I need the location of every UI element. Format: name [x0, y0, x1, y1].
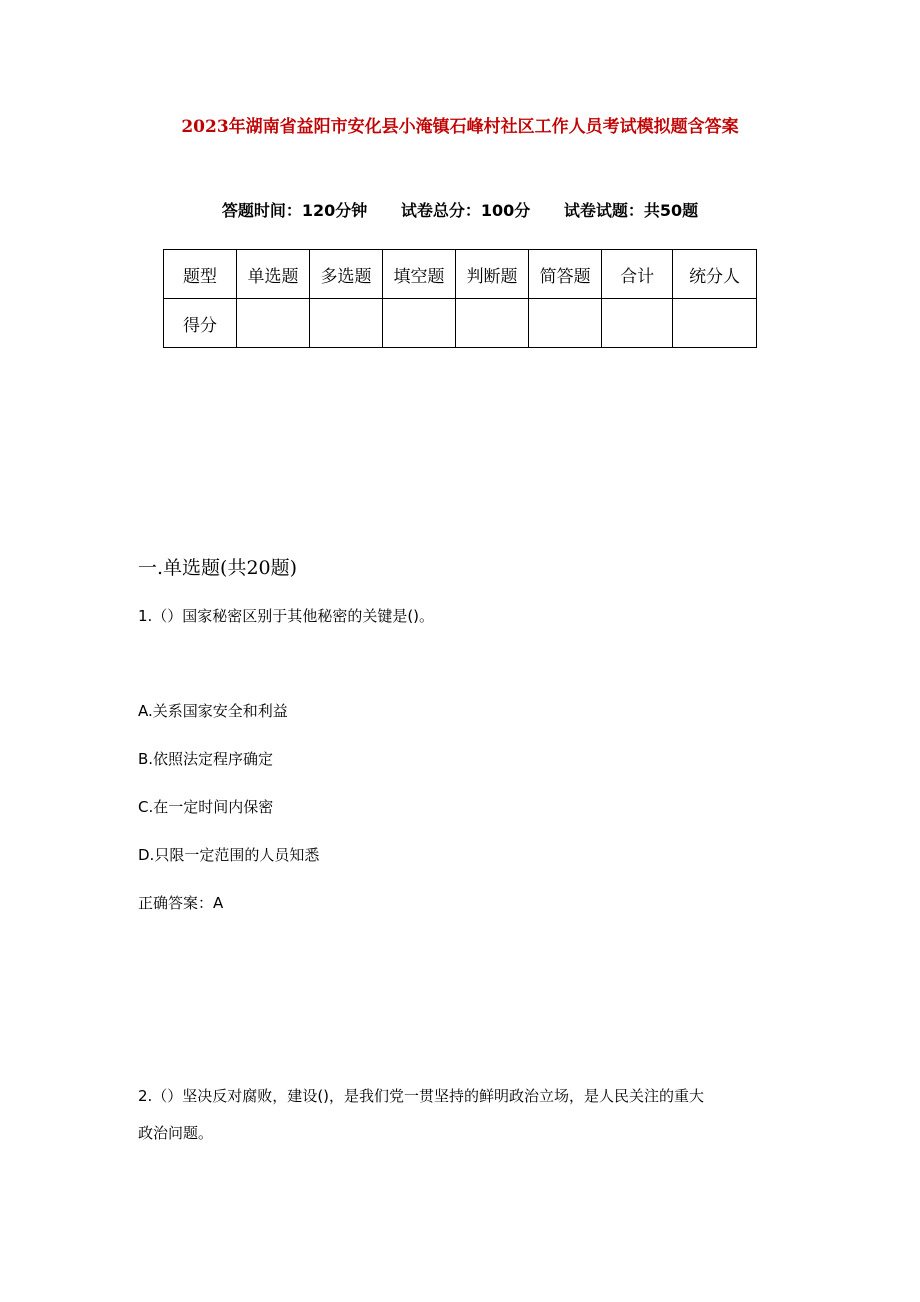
- score-cell-total: [602, 299, 673, 348]
- document-title: 2023年湖南省益阳市安化县小淹镇石峰村社区工作人员考试模拟题含答案: [181, 117, 739, 137]
- score-cell-judge: [456, 299, 529, 348]
- score-cell-multiple: [310, 299, 383, 348]
- question-2-stem-line-1: 2.（）坚决反对腐败，建设()，是我们党一贯坚持的鲜明政治立场，是人民关注的重大: [138, 1087, 705, 1105]
- score-header-cell: 简答题: [529, 250, 602, 299]
- score-header-cell: 单选题: [237, 250, 310, 299]
- exam-question-count: 试卷试题：共50题: [563, 201, 699, 220]
- question-1-answer: 正确答案：A: [138, 894, 224, 912]
- section-heading: 一.单选题(共20题): [138, 557, 298, 579]
- score-table: [163, 249, 757, 348]
- score-cell-short: [529, 299, 602, 348]
- exam-time: 答题时间：120分钟: [221, 201, 368, 220]
- question-2-stem-line-2: 政治问题。: [138, 1124, 214, 1142]
- score-header-cell: 填空题: [383, 250, 456, 299]
- question-1-option-d: D.只限一定范围的人员知悉: [138, 846, 320, 864]
- score-table-header-row: [164, 250, 757, 299]
- score-header-cell: 多选题: [310, 250, 383, 299]
- question-1-option-c: C.在一定时间内保密: [138, 798, 274, 816]
- exam-meta: [0, 198, 920, 221]
- score-header-cell: 题型: [164, 250, 237, 299]
- score-header-cell: 判断题: [456, 250, 529, 299]
- score-header-cell: 统分人: [673, 250, 757, 299]
- score-cell-single: [237, 299, 310, 348]
- score-cell-fill: [383, 299, 456, 348]
- score-row-label: 得分: [164, 299, 237, 348]
- score-cell-grader: [673, 299, 757, 348]
- score-header-cell: 合计: [602, 250, 673, 299]
- question-1-option-a: A.关系国家安全和利益: [138, 702, 288, 720]
- score-table-score-row: [164, 299, 757, 348]
- question-1-stem: 1.（）国家秘密区别于其他秘密的关键是()。: [138, 607, 435, 625]
- exam-total-score: 试卷总分：100分: [400, 201, 531, 220]
- question-1-option-b: B.依照法定程序确定: [138, 750, 274, 768]
